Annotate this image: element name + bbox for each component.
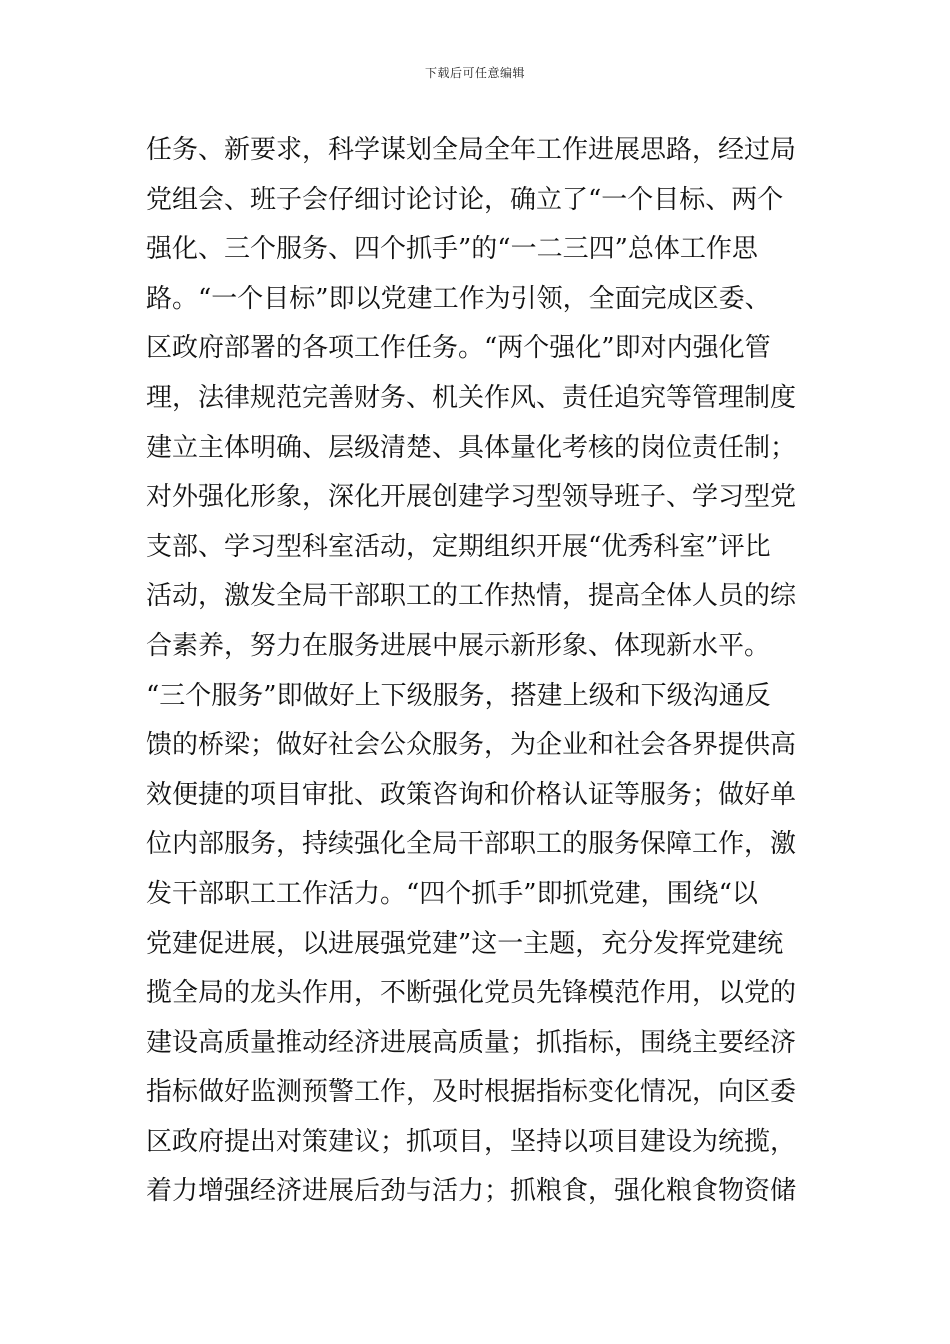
text-line: 建设高质量推动经济进展高质量；抓指标，围绕主要经济 bbox=[146, 1027, 797, 1058]
text-line: 党组会、班子会仔细讨论讨论，确立了“一个目标、两个 bbox=[146, 184, 784, 215]
text-line: 指标做好监测预警工作，及时根据指标变化情况，向区委 bbox=[146, 1077, 797, 1108]
text-line: 区政府部署的各项工作任务。“两个强化”即对内强化管 bbox=[146, 333, 771, 364]
text-line: 合素养，努力在服务进展中展示新形象、体现新水平。 bbox=[146, 630, 771, 661]
text-line: 区政府提出对策建议；抓项目，坚持以项目建设为统揽， bbox=[146, 1126, 797, 1157]
text-line: 位内部服务，持续强化全局干部职工的服务保障工作，激 bbox=[146, 829, 797, 860]
text-line: 揽全局的龙头作用，不断强化党员先锋模范作用，以党的 bbox=[146, 978, 797, 1009]
text-line: 着力增强经济进展后劲与活力；抓粮食，强化粮食物资储 bbox=[146, 1176, 797, 1207]
text-line: 活动，激发全局干部职工的工作热情，提高全体人员的综 bbox=[146, 581, 797, 612]
text-line: 发干部职工工作活力。“四个抓手”即抓党建，围绕“以 bbox=[146, 878, 758, 909]
text-line: 支部、学习型科室活动，定期组织开展“优秀科室”评比 bbox=[146, 531, 771, 562]
text-line: 理，法律规范完善财务、机关作风、责任追究等管理制度 bbox=[146, 382, 797, 413]
text-line: 效便捷的项目审批、政策咨询和价格认证等服务；做好单 bbox=[146, 779, 797, 810]
text-line: 路。“一个目标”即以党建工作为引领，全面完成区委、 bbox=[146, 283, 771, 314]
text-line: 建立主体明确、层级清楚、具体量化考核的岗位责任制； bbox=[146, 432, 797, 463]
header-note: 下载后可任意编辑 bbox=[424, 66, 525, 80]
text-line: 党建促进展，以进展强党建”这一主题，充分发挥党建统 bbox=[146, 928, 784, 959]
text-line: “三个服务”即做好上下级服务，搭建上级和下级沟通反 bbox=[146, 680, 771, 711]
text-line: 馈的桥梁；做好社会公众服务，为企业和社会各界提供高 bbox=[146, 730, 797, 761]
text-line: 对外强化形象，深化开展创建学习型领导班子、学习型党 bbox=[146, 482, 797, 513]
body-text bbox=[146, 126, 816, 1217]
text-line: 任务、新要求，科学谋划全局全年工作进展思路，经过局 bbox=[146, 135, 797, 165]
text-line: 强化、三个服务、四个抓手”的“一二三四”总体工作思 bbox=[146, 234, 758, 265]
